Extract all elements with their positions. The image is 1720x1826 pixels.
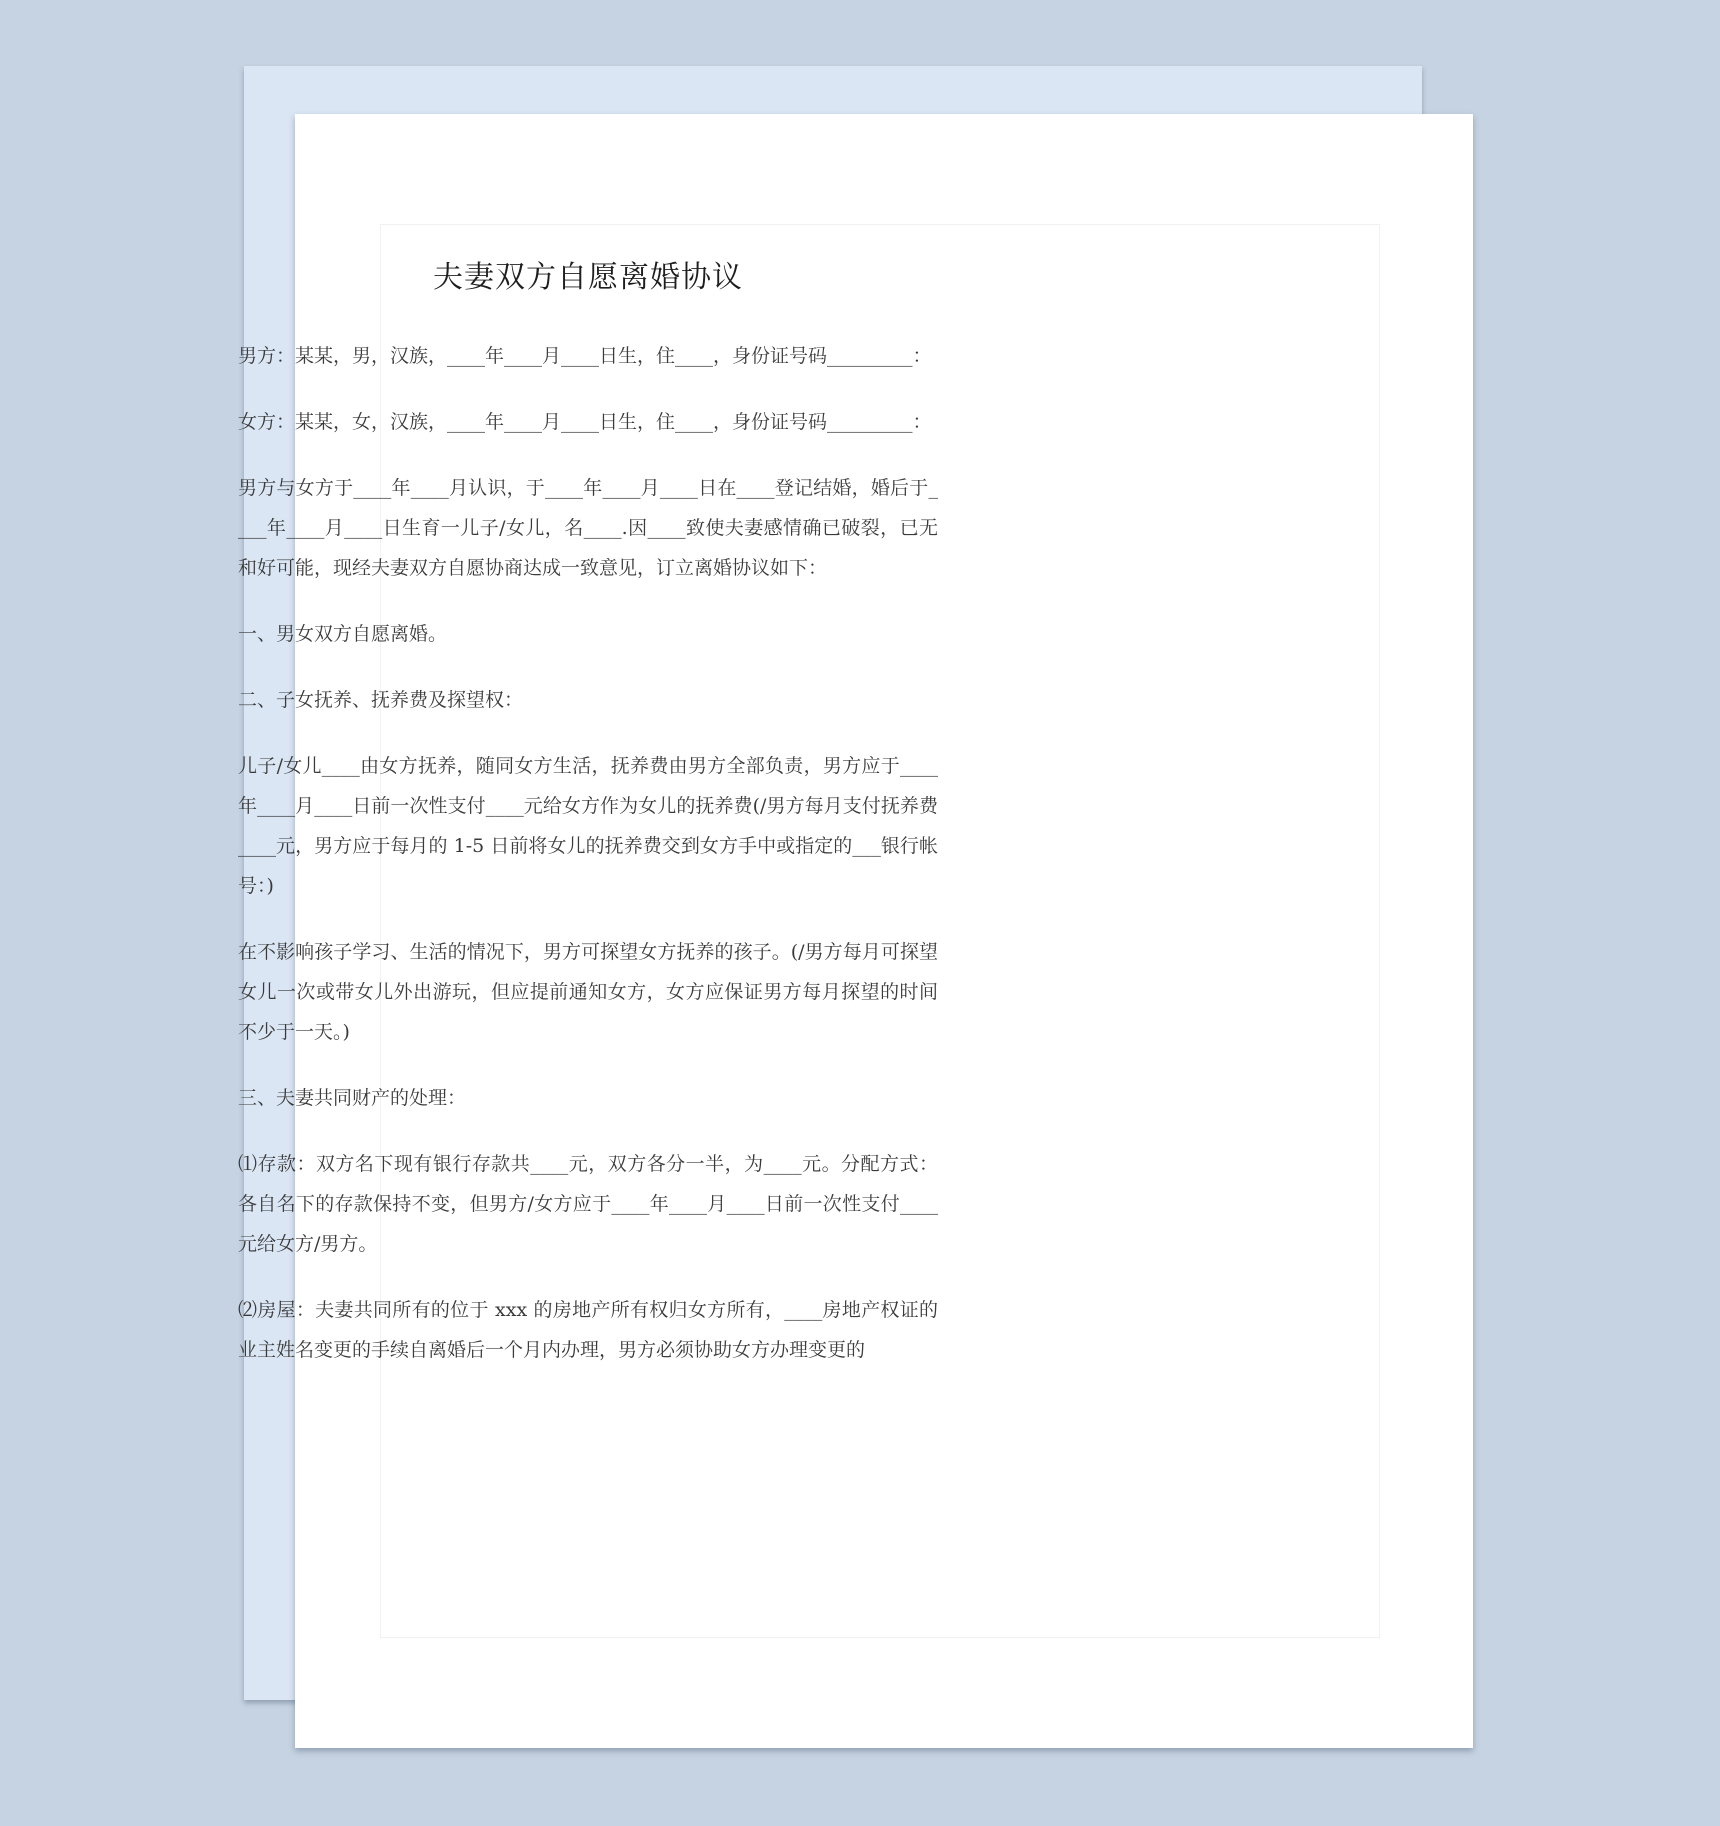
paragraph-house: ⑵房屋：夫妻共同所有的位于 xxx 的房地产所有权归女方所有，____房地产权证的业主姓名变更的手续自离婚后一个月内办理，男方必须协助女方办理变更的 (238, 1299, 938, 1361)
paragraph-visitation: 在不影响孩子学习、生活的情况下，男方可探望女方抚养的孩子。(/男方每月可探望女儿一次或带女儿外出游玩，但应提前通知女方，女方应保证男方每月探望的时间不少于一天。) (238, 941, 938, 1043)
paragraph-child-support: 儿子/女儿____由女方抚养，随同女方生活，抚养费由男方全部负责，男方应于____年____月____日前一次性支付____元给女方作为女儿的抚养费(/男方每月支付抚养费____元，男方应于每月的 1-5 日前将女儿的抚养费交到女方手中或指定的___银行帐号：) (238, 755, 938, 897)
document-content (238, 258, 938, 1396)
section-heading-divorce: 一、男女双方自愿离婚。 (238, 623, 448, 645)
section-heading-property: 三、夫妻共同财产的处理： (238, 1087, 467, 1109)
document-title: 夫妻双方自愿离婚协议 (433, 260, 743, 295)
paragraph-female-party: 女方：某某，女，汉族，____年____月____日生，住____，身份证号码_________： (238, 411, 932, 433)
section-heading-custody: 二、子女抚养、抚养费及探望权： (238, 689, 524, 711)
paragraph-male-party: 男方：某某，男，汉族，____年____月____日生，住____，身份证号码_________： (238, 345, 932, 367)
paragraph-savings: ⑴存款：双方名下现有银行存款共____元，双方各分一半，为____元。分配方式：各自名下的存款保持不变，但男方/女方应于____年____月____日前一次性支付____元给女方/男方。 (238, 1153, 938, 1255)
paragraph-background: 男方与女方于____年____月认识，于____年____月____日在____登记结婚，婚后于____年____月____日生育一儿子/女儿，名____.因____致使夫妻感情确已破裂，已无和好可能，现经夫妻双方自愿协商达成一致意见，订立离婚协议如下： (238, 477, 938, 579)
